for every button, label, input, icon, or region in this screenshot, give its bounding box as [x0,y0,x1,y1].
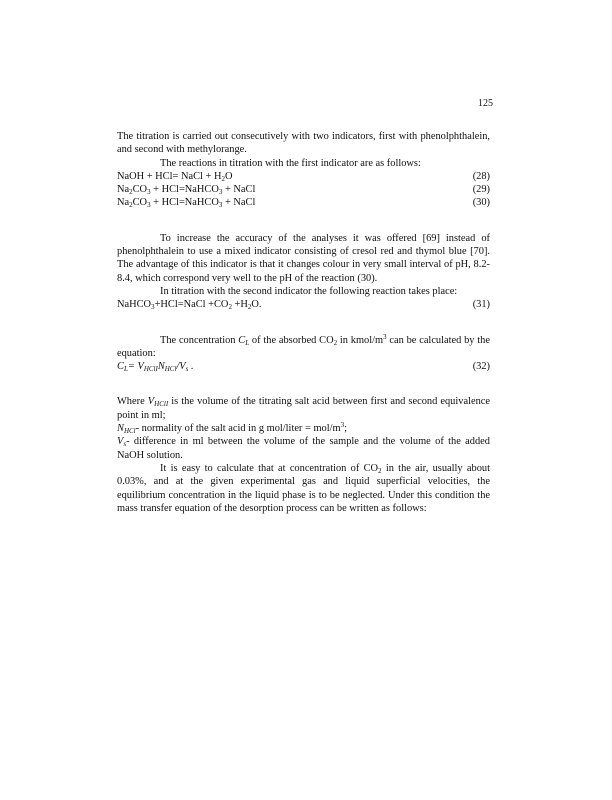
paragraph-normality: $N_{HCl}-$ normality of the salt acid in g mol/liter = mol/$m^3$; [117,421,347,436]
paragraph-where-v: Where $V_{HClI}$ is the volume of the titrating salt acid between first and second equivalence point in ml; [117,396,490,421]
paragraph-volume-difference: $V_s-$ difference in ml between the volume of the sample and the volume of the added NaOH solution. [117,436,490,461]
equation-28-number: (28) [472,170,490,182]
equation-30 [117,196,490,209]
equation-30-body: $Na_2CO_3$ + HCl=NaHCO$_3$ + NaCl [117,197,256,210]
equation-30-number: (30) [472,197,490,209]
equation-32 [117,360,490,373]
page-number: 125 [478,98,493,109]
equation-31-body: NaHCO$_3$+HCl=NaCl $+CO_2 +H_2O$. [117,299,262,312]
equation-31-number: (31) [472,299,490,311]
equation-31 [117,298,490,311]
equation-29-number: (29) [472,184,490,196]
equation-32-number: (32) [472,361,490,373]
paragraph-titration-intro: The titration is carried out consecutively with two indicators, first with phenolphthalein, and second with methylorange. [117,131,490,156]
equation-28-body: NaOH + HCl= NaCl + $H_2O$ [117,170,233,183]
paragraph-first-indicator: The reactions in titration with the first indicator are as follows: [160,157,421,169]
paragraph-concentration: The concentration $C_L$ of the absorbed $CO_2$ in kmol/$m^3$ can be calculated by the equation: [117,332,490,359]
equation-29-body: $Na_2CO_3$ + HCl=NaHCO$_3$ + NaCl [117,184,256,197]
equation-28 [117,170,490,183]
paragraph-accuracy: To increase the accuracy of the analyses it was offered [69] instead of phenolphthalein to use a mixed indicator consisting of cresol red and thymol blue [70]. The advantage of this indicator is that it changes colour in very small interval of pH, 8.2-8.4, which correspond very well to the pH of the reaction (30). [117,232,490,284]
paragraph-mass-transfer: It is easy to calculate that at concentration of $CO_2$ in the air, usually about 0.03%, and at the given experimental gas and liquid superficial velocities, the equilibrium concentration in the liquid phase is to be neglected. Under this condition the mass transfer equation of the desorption process can be written as follows: [117,462,490,514]
page-body [117,130,490,515]
equation-32-body: $C_L= V_{HClI}N_{HCl}/V_s$ . [117,361,194,374]
equation-29 [117,183,490,196]
paragraph-second-indicator: In titration with the second indicator the following reaction takes place: [160,285,458,297]
